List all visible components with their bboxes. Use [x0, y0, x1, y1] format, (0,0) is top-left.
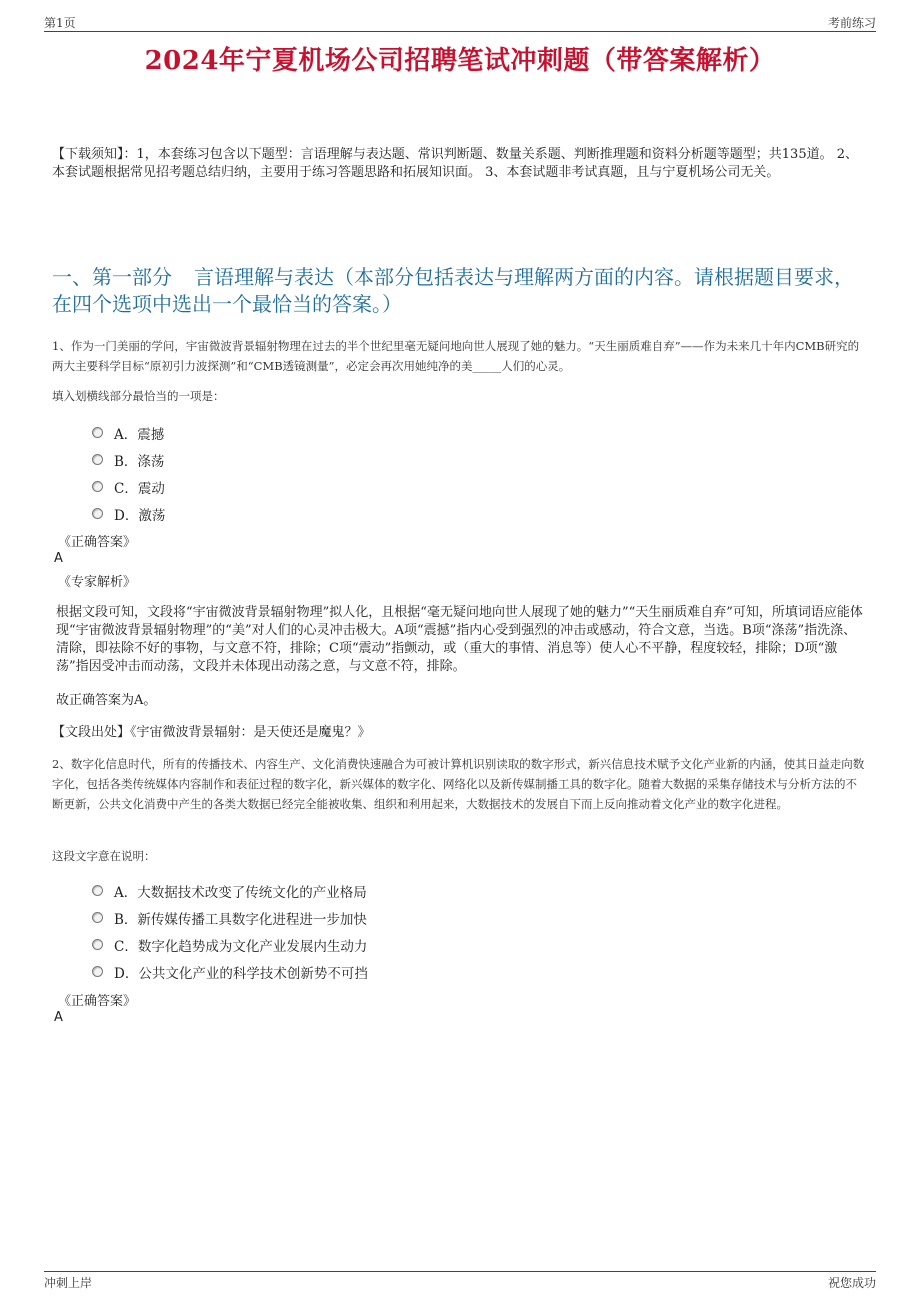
radio-icon[interactable] — [92, 454, 103, 465]
radio-icon[interactable] — [92, 481, 103, 492]
question-2-text: 2、数字化信息时代，所有的传播技术、内容生产、文化消费快速融合为可被计算机识别读取的数字形式，新兴信息技术赋予文化产业新的内涵，使其日益走向数字化，包括各类传统媒体内容制作和表征过程的数字化，新兴媒体的数字化、网络化以及新传媒制播工具的数字化。随着大数据的采集存储技术与分析方法的不断更新，公共文化消费中产生的各类大数据已经完全能被收集、组织和利用起来，大数据技术的发展自下而上反向推动着文化产业的数字化进程。 — [52, 757, 865, 811]
question-2-answer: A — [54, 1010, 63, 1025]
radio-icon[interactable] — [92, 966, 103, 977]
option-label: D．激荡 — [114, 508, 166, 524]
question-1-text: 1、作为一门美丽的学问，宇宙微波背景辐射物理在过去的半个世纪里毫无疑问地向世人展现了她的魅力。“天生丽质难自弃”——作为未来几十年内CMB研究的两大主要科学目标“原初引力波探测”和“CMB透镜测量”，必定会再次用她纯净的美_____人们的心灵。 — [52, 339, 860, 373]
question-1-prompt: 填入划横线部分最恰当的一项是： — [52, 389, 225, 403]
page-title: 2024年宁夏机场公司招聘笔试冲刺题（带答案解析） — [144, 46, 776, 76]
question-1-source: 【文段出处】《宇宙微波背景辐射：是天使还是魔鬼？》 — [52, 725, 371, 740]
radio-icon[interactable] — [92, 427, 103, 438]
question-1-analysis-heading: 《专家解析》 — [58, 575, 137, 590]
footer-left-label: 冲刺上岸 — [44, 1276, 93, 1290]
section-number: 一、第一部分 — [52, 265, 172, 289]
question-1-conclusion: 故正确答案为A。 — [56, 693, 157, 708]
option-label: C．数字化趋势成为文化产业发展内生动力 — [114, 939, 368, 955]
section-heading — [52, 264, 872, 318]
option-label: B．涤荡 — [114, 454, 165, 470]
header-label: 考前练习 — [827, 16, 876, 30]
option-label: A．大数据技术改变了传统文化的产业格局 — [114, 885, 367, 901]
page-header — [44, 14, 876, 32]
question-1-answer-heading: 《正确答案》 — [58, 535, 137, 550]
question-2-prompt: 这段文字意在说明： — [52, 849, 156, 863]
radio-icon[interactable] — [92, 885, 103, 896]
radio-icon[interactable] — [92, 912, 103, 923]
page-number: 第1页 — [44, 16, 76, 30]
download-notice: 【下载须知】：1，本套练习包含以下题型：言语理解与表达题、常识判断题、数量关系题、判断推理题和资料分析题等题型；共135道。 2、本套试题根据常见招考题总结归纳，主要用于练习答题思路和拓展知识面。 3、本套试题非考试真题，且与宁夏机场公司无关。 — [52, 147, 858, 180]
page-footer — [44, 1271, 876, 1289]
radio-icon[interactable] — [92, 508, 103, 519]
radio-icon[interactable] — [92, 939, 103, 950]
question-1-analysis: 根据文段可知，文段将“宇宙微波背景辐射物理”拟人化，且根据“毫无疑问地向世人展现了她的魅力”“天生丽质难自弃”可知，所填词语应能体现“宇宙微波背景辐射物理”的“美”对人们的心灵冲击极大。A项“震撼”指内心受到强烈的冲击或感动，符合文意，当选。B项“涤荡”指洗涤、清除，即祛除不好的事物，与文意不符，排除；C项“震动”指颤动，或（重大的事情、消息等）使人心不平静，程度较轻，排除；D项“激荡”指因受冲击而动荡，文段并未体现出动荡之意，与文意不符，排除。 — [56, 605, 863, 674]
option-label: A．震撼 — [114, 427, 165, 443]
footer-right-label: 祝您成功 — [827, 1276, 876, 1290]
option-label: B．新传媒传播工具数字化进程进一步加快 — [114, 912, 367, 928]
question-1-answer: A — [54, 551, 63, 566]
option-label: C．震动 — [114, 481, 165, 497]
question-2-answer-heading: 《正确答案》 — [58, 994, 137, 1009]
option-label: D．公共文化产业的科学技术创新势不可挡 — [114, 966, 368, 982]
section-text: 言语理解与表达（本部分包括表达与理解两方面的内容。请根据题目要求，在四个选项中选出一个最恰当的答案。） — [52, 265, 854, 316]
